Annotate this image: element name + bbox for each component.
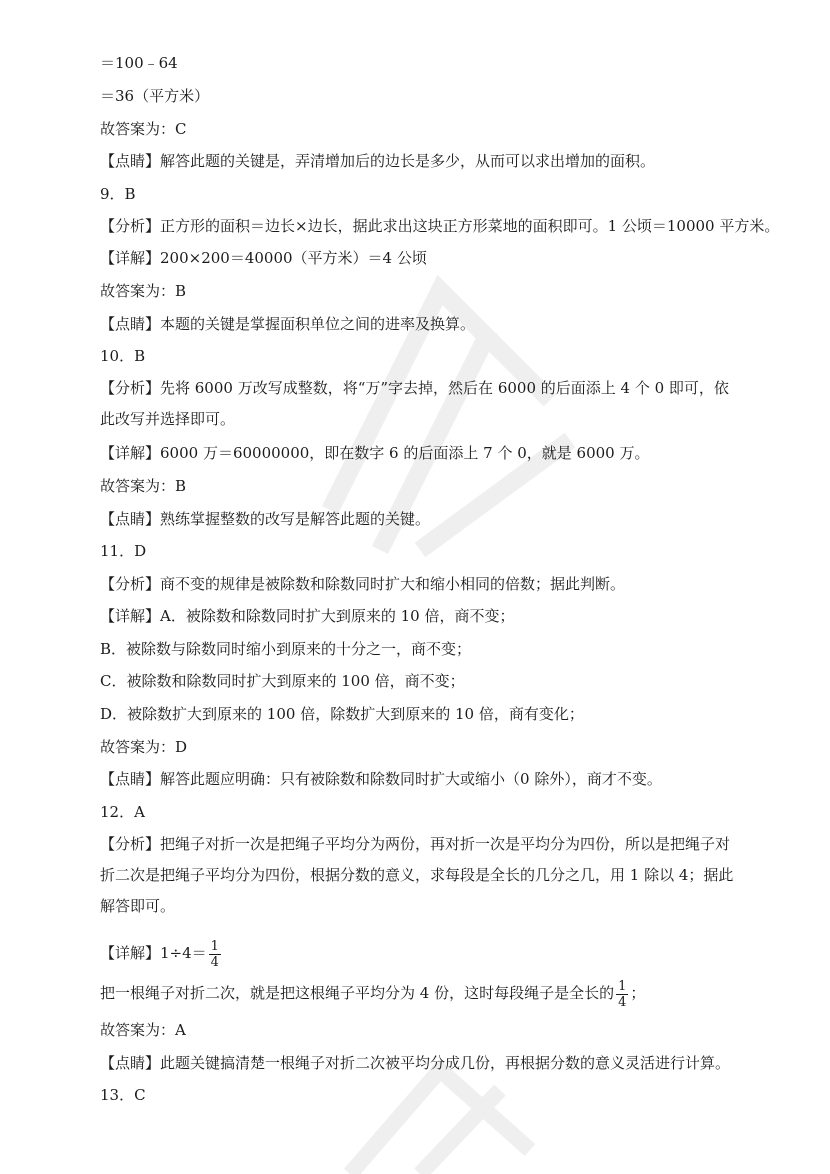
explanation-suffix: ； (630, 984, 646, 1002)
text-line: ＝36（平方米） (100, 87, 210, 105)
note-paragraph: 【点睛】熟练掌握整数的改写是解答此题的关键。 (100, 510, 431, 528)
answer-line: 故答案为：B (100, 282, 187, 300)
analysis-paragraph: 【分析】正方形的面积＝边长×边长，据此求出这块正方形菜地的面积即可。1 公顷＝10000 平方米。 (100, 217, 780, 235)
analysis-paragraph: 【分析】把绳子对折一次是把绳子平均分为两份，再对折一次是平均分为四份，所以是把绳子对折二次是把绳子平均分为四份，根据分数的意义，求每段是全长的几分之几，用 1 除以 4；据此解答即可。 (100, 835, 734, 915)
fraction-numerator: 1 (618, 978, 627, 994)
detail-paragraph: 【详解】200×200＝40000（平方米）＝4 公顷 (100, 249, 427, 267)
fraction (209, 939, 221, 970)
watermark-logo-bottom (330, 1060, 610, 1174)
explanation-text: 把一根绳子对折二次，就是把这根绳子平均分为 4 份，这时每段绳子是全长的 (100, 984, 615, 1002)
analysis-paragraph: 【分析】商不变的规律是被除数和除数同时扩大和缩小相同的倍数；据此判断。 (100, 575, 626, 593)
answer-line: 故答案为：B (100, 477, 187, 495)
note-paragraph: 【点睛】本题的关键是掌握面积单位之间的进率及换算。 (100, 315, 476, 333)
detail-paragraph: 【详解】A．被除数和除数同时扩大到原来的 10 倍，商不变； (100, 607, 515, 625)
question-number: 10．B (100, 347, 146, 365)
text-line: ＝100﹣64 (100, 54, 178, 72)
note-paragraph: 【点睛】解答此题应明确：只有被除数和除数同时扩大或缩小（0 除外），商才不变。 (100, 770, 662, 788)
fraction-denominator: 4 (210, 954, 219, 970)
fraction-numerator: 1 (210, 938, 219, 954)
analysis-paragraph: 【分析】先将 6000 万改写成整数，将“万”字去掉，然后在 6000 的后面添上 4 个 0 即可，依此改写并选择即可。 (100, 379, 729, 428)
option-line: B．被除数与除数同时缩小到原来的十分之一，商不变； (100, 640, 472, 658)
explanation-line (100, 976, 740, 1010)
question-number: 9．B (100, 185, 136, 203)
question-number: 13．C (100, 1086, 146, 1104)
fraction-denominator: 4 (618, 994, 627, 1010)
note-paragraph: 【点睛】解答此题的关键是，弄清增加后的边长是多少，从而可以求出增加的面积。 (100, 152, 656, 170)
text-line: 故答案为：C (100, 120, 187, 138)
option-line: C．被除数和除数同时扩大到原来的 100 倍，商不变； (100, 672, 465, 690)
detail-prefix: 【详解】1÷4＝ (100, 944, 207, 962)
answer-line: 故答案为：D (100, 738, 188, 756)
option-line: D．被除数扩大到原来的 100 倍，除数扩大到原来的 10 倍，商有变化； (100, 705, 584, 723)
detail-paragraph (100, 936, 740, 970)
answer-line: 故答案为：A (100, 1021, 186, 1039)
question-number: 11．D (100, 542, 147, 560)
detail-paragraph: 【详解】6000 万＝60000000，即在数字 6 的后面添上 7 个 0，就是 6000 万。 (100, 444, 650, 462)
note-paragraph: 【点睛】此题关键搞清楚一根绳子对折二次被平均分成几份，再根据分数的意义灵活进行计算。 (100, 1054, 731, 1072)
question-number: 12．A (100, 803, 145, 821)
fraction (616, 979, 628, 1010)
